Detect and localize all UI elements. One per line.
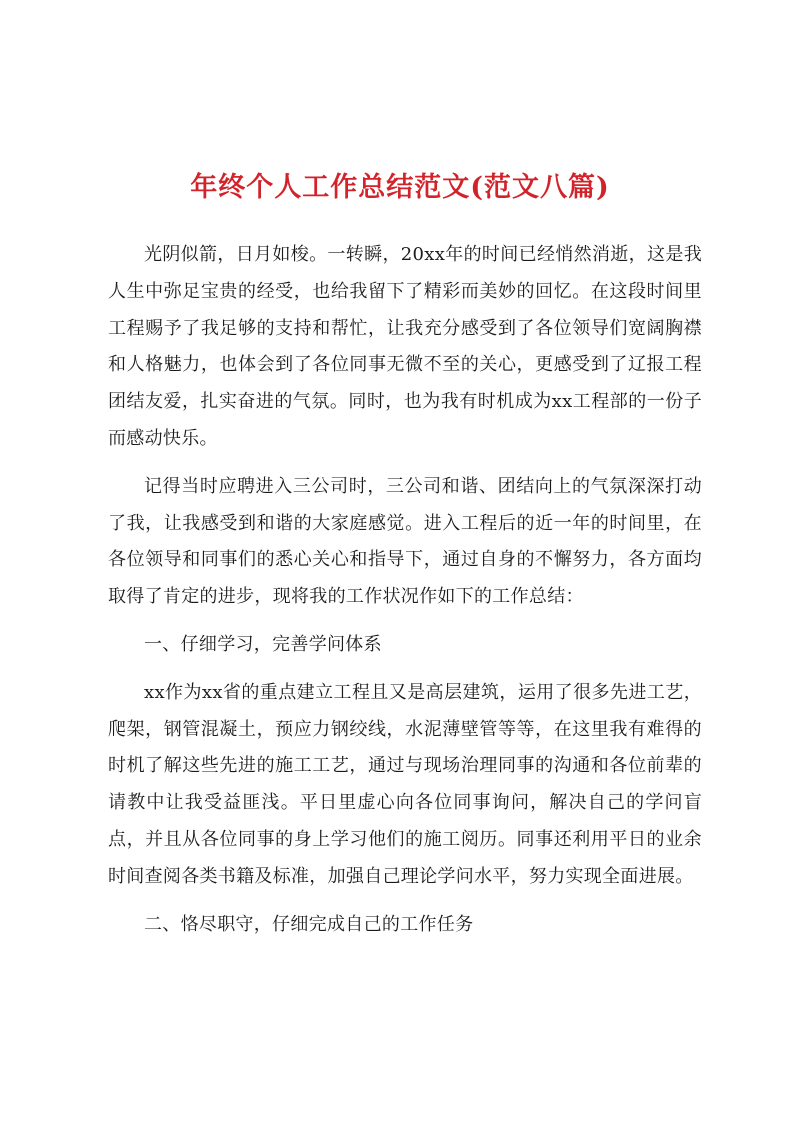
document-body [108, 237, 702, 954]
paragraph-recall: 记得当时应聘进入三公司时，三公司和谐、团结向上的气氛深深打动了我，让我感受到和谐的大家庭感觉。进入工程后的近一年的时间里，在各位领导和同事们的悉心关心和指导下，通过自身的不懈努力，各方面均取得了肯定的进步，现将我的工作状况作如下的工作总结： [108, 475, 702, 608]
paragraph-intro: 光阴似箭，日月如梭。一转瞬，20xx年的时间已经悄然消逝，这是我人生中弥足宝贵的经受，也给我留下了精彩而美妙的回忆。在这段时间里工程赐予了我足够的支持和帮忙，让我充分感受到了各位领导们宽阔胸襟和人格魅力，也体会到了各位同事无微不至的关心，更感受到了辽报工程团结友爱，扎实奋进的气氛。同时，也为我有时机成为xx工程部的一份子而感动快乐。 [108, 244, 702, 449]
section-heading-2: 二、恪尽职守，仔细完成自己的工作任务 [144, 913, 474, 935]
paragraph-section-1: xx作为xx省的重点建立工程且又是高层建筑，运用了很多先进工艺，爬架，钢管混凝土，预应力钢绞线，水泥薄壁管等等，在这里我有难得的时机了解这些先进的施工工艺，通过与现场治理同事的沟通和各位前辈的请教中让我受益匪浅。平日里虚心向各位同事询问，解决自己的学问盲点，并且从各位同事的身上学习他们的施工阅历。同事还利用平日的业余时间查阅各类书籍及标准，加强自己理论学问水平，努力实现全面进展。 [108, 681, 702, 887]
section-heading-1: 一、仔细学习，完善学问体系 [144, 633, 382, 655]
document-title: 年终个人工作总结范文(范文八篇) [190, 172, 610, 203]
